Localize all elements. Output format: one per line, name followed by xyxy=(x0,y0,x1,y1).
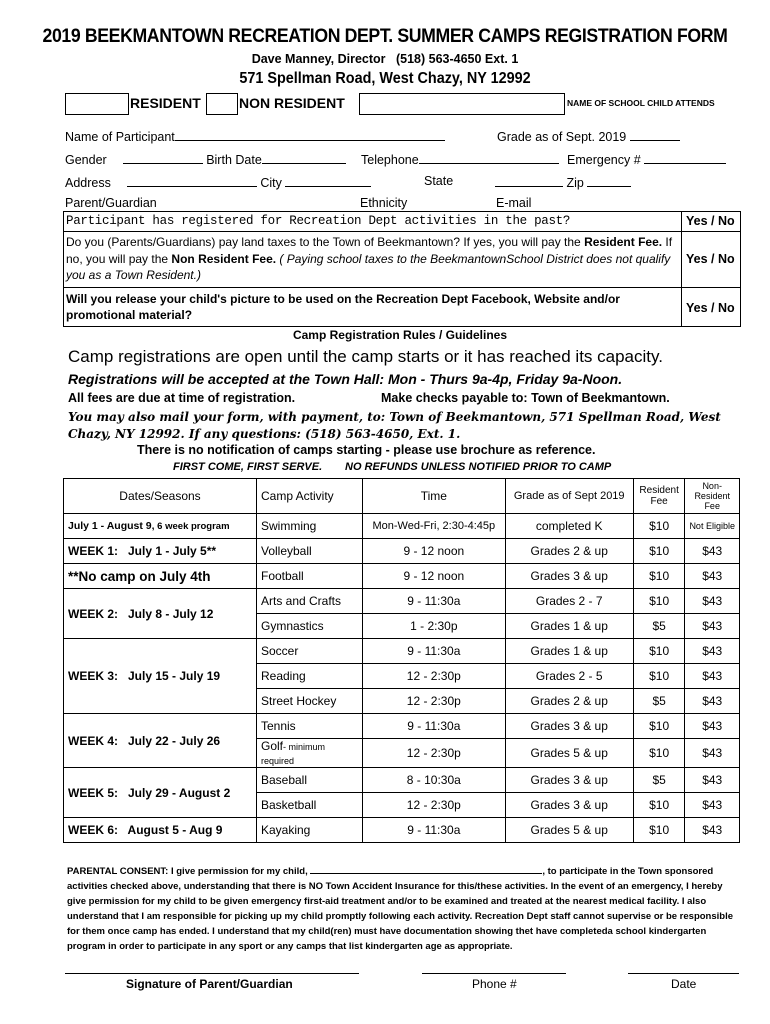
table-row: Gymnastics 1 - 2:30p Grades 1 & up $5 $43 xyxy=(64,614,740,639)
table-row: **No camp on July 4th Football 9 - 12 noon Grades 3 & up $10 $43 xyxy=(64,564,740,589)
activity-cell[interactable]: Gymnastics xyxy=(256,614,362,639)
grade-label: Grade as of Sept. 2019 xyxy=(497,130,627,144)
table-row: Reading 12 - 2:30p Grades 2 - 5 $10 $43 xyxy=(64,664,740,689)
parent-label: Parent/Guardian xyxy=(65,196,157,210)
header-time: Time xyxy=(363,479,505,514)
table-row: July 1 - August 9, 6 week program Swimming Mon-Wed-Fri, 2:30-4:45p completed K $10 Not Eligible xyxy=(64,514,740,539)
resident-checkbox[interactable] xyxy=(65,93,129,115)
emergency-label: Emergency # xyxy=(567,153,641,167)
school-name-field[interactable] xyxy=(359,93,565,115)
week-3: WEEK 3: July 15 - July 19 xyxy=(64,639,257,714)
question-past-registration: Participant has registered for Recreation Dept activities in the past? xyxy=(66,214,571,228)
form-title: 2019 BEEKMANTOWN RECREATION DEPT. SUMMER CAMPS REGISTRATION FORM xyxy=(42,26,728,47)
week-6: WEEK 6: August 5 - Aug 9 xyxy=(64,818,257,843)
birth-input[interactable] xyxy=(262,151,346,164)
questions-table xyxy=(63,211,741,327)
table-row: Golf- minimum required 12 - 2:30p Grades 5 & up $10 $43 xyxy=(64,739,740,768)
signature-label: Signature of Parent/Guardian xyxy=(126,977,293,991)
city-label: City xyxy=(260,176,282,190)
non-resident-label: NON RESIDENT xyxy=(239,95,345,111)
address-line: 571 Spellman Road, West Chazy, NY 12992 xyxy=(239,70,531,87)
address-label: Address xyxy=(65,176,111,190)
signature-line[interactable] xyxy=(65,973,359,974)
state-input[interactable] xyxy=(495,174,563,187)
activity-cell[interactable]: Street Hockey xyxy=(256,689,362,714)
yes-no-1[interactable]: Yes / No xyxy=(686,214,735,228)
header-activity: Camp Activity xyxy=(256,479,362,514)
rules-fees-due: All fees are due at time of registration. xyxy=(68,391,296,405)
rules-first-come: FIRST COME, FIRST SERVE. xyxy=(173,461,323,473)
yes-no-3[interactable]: Yes / No xyxy=(686,301,735,315)
dates-summer: July 1 - August 9, 6 week program xyxy=(64,514,257,539)
activity-cell[interactable]: Basketball xyxy=(256,793,362,818)
header-grade: Grade as of Sept 2019 xyxy=(505,479,633,514)
rules-checks-payable: Make checks payable to: Town of Beekmantown. xyxy=(381,391,670,405)
table-row: WEEK 3: July 15 - July 19 Soccer 9 - 11:30a Grades 1 & up $10 $43 xyxy=(64,639,740,664)
telephone-label: Telephone xyxy=(361,153,419,167)
activity-cell[interactable]: Football xyxy=(256,564,362,589)
date-line[interactable] xyxy=(628,973,739,974)
row-address xyxy=(65,174,740,190)
rules-capacity: Camp registrations are open until the camp starts or it has reached its capacity. xyxy=(68,347,663,366)
activity-cell[interactable]: Swimming xyxy=(256,514,362,539)
telephone-input[interactable] xyxy=(419,151,559,164)
week-2: WEEK 2: July 8 - July 12 xyxy=(64,589,257,639)
rules-mail: You may also mail your form, with payment, to: Town of Beekmantown, 571 Spellman Road, West Chazy, NY 12992. If any questions: (518) 563-4650, Ext. 1. xyxy=(68,410,721,441)
parental-consent: PARENTAL CONSENT: I give permission for my child, , to participate in the Town sponsored activities checked above, understanding that there is NO Town Accident Insurance for this/these activities. In the event of an emergency, I hereby give permission for my child to be given emergency first-aid treatment and/or to be examined and treated at the nearest medical facility. I also understand that I am responsible for picking up my child promptly following each activity. Recreation Dept staff cannot supervise or be responsible for them once camp has ended. I understand that my child(ren) must have documentation showing thet have completeda school kindergarten program in order to participate in any sport or any camps that list kindergarten age as appropriate. xyxy=(67,866,734,952)
table-row: Street Hockey 12 - 2:30p Grades 2 & up $5 $43 xyxy=(64,689,740,714)
resident-label: RESIDENT xyxy=(130,95,201,111)
school-name-label: NAME OF SCHOOL CHILD ATTENDS xyxy=(567,98,715,108)
header-nonresident-fee: Non-Resident Fee xyxy=(685,479,740,514)
child-name-input[interactable] xyxy=(310,864,542,874)
week-4: WEEK 4: July 22 - July 26 xyxy=(64,714,257,768)
activity-cell[interactable]: Soccer xyxy=(256,639,362,664)
activity-cell[interactable]: Golf- minimum required xyxy=(256,739,362,768)
grade-input[interactable] xyxy=(630,128,680,141)
ethnicity-label: Ethnicity xyxy=(360,196,408,210)
table-row: WEEK 1: July 1 - July 5** Volleyball 9 - 12 noon Grades 2 & up $10 $43 xyxy=(64,539,740,564)
header-dates: Dates/Seasons xyxy=(64,479,257,514)
question-picture-release: Will you release your child's picture to be used on the Recreation Dept Facebook, Website and/or promotional material? xyxy=(66,292,620,322)
zip-label: Zip xyxy=(566,176,584,190)
yes-no-2[interactable]: Yes / No xyxy=(686,252,735,266)
activity-cell[interactable]: Arts and Crafts xyxy=(256,589,362,614)
zip-input[interactable] xyxy=(587,174,631,187)
rules-no-refunds: NO REFUNDS UNLESS NOTIFIED PRIOR TO CAMP xyxy=(345,461,612,473)
gender-input[interactable] xyxy=(123,151,203,164)
rules-heading: Camp Registration Rules / Guidelines xyxy=(292,328,508,342)
name-label: Name of Participant xyxy=(65,130,175,144)
email-label: E-mail xyxy=(496,196,532,210)
rules-town-hall: Registrations will be accepted at the Town Hall: Mon - Thurs 9a-4p, Friday 9a-Noon. xyxy=(68,371,623,387)
birth-label: Birth Date xyxy=(206,153,262,167)
gender-label: Gender xyxy=(65,153,107,167)
row-parent xyxy=(65,196,740,210)
table-row: WEEK 6: August 5 - Aug 9 Kayaking 9 - 11:30a Grades 5 & up $10 $43 xyxy=(64,818,740,843)
phone-line[interactable] xyxy=(422,973,566,974)
activity-cell[interactable]: Tennis xyxy=(256,714,362,739)
name-input[interactable] xyxy=(175,128,445,141)
state-label: State xyxy=(424,174,454,188)
rules-notification: There is no notification of camps starting - please use brochure as reference. xyxy=(137,443,596,457)
camps-table xyxy=(63,478,740,843)
header-resident-fee: Resident Fee xyxy=(633,479,685,514)
phone-label: Phone # xyxy=(472,977,517,991)
no-camp-note: **No camp on July 4th xyxy=(64,564,257,589)
activity-cell[interactable]: Reading xyxy=(256,664,362,689)
week-1: WEEK 1: July 1 - July 5** xyxy=(64,539,257,564)
emergency-input[interactable] xyxy=(644,151,726,164)
date-label: Date xyxy=(671,977,697,991)
director-line: Dave Manney, Director (518) 563-4650 Ext. 1 xyxy=(251,52,519,66)
activity-cell[interactable]: Kayaking xyxy=(256,818,362,843)
address-input[interactable] xyxy=(127,174,257,187)
table-row: WEEK 5: July 29 - August 2 Baseball 8 - 10:30a Grades 3 & up $5 $43 xyxy=(64,768,740,793)
non-resident-checkbox[interactable] xyxy=(206,93,238,115)
activity-cell[interactable]: Volleyball xyxy=(256,539,362,564)
table-row: WEEK 2: July 8 - July 12 Arts and Crafts 9 - 11:30a Grades 2 - 7 $10 $43 xyxy=(64,589,740,614)
activity-cell[interactable]: Baseball xyxy=(256,768,362,793)
row-gender xyxy=(65,151,740,167)
question-land-taxes: Do you (Parents/Guardians) pay land taxes to the Town of Beekmantown? If yes, you will pay the Resident Fee. If no, you will pay the Non Resident Fee. ( Paying school taxes to the BeekmantownSchool District does not qualify you as a Town Resident.) xyxy=(66,235,673,282)
table-row: Basketball 12 - 2:30p Grades 3 & up $10 $43 xyxy=(64,793,740,818)
table-row: WEEK 4: July 22 - July 26 Tennis 9 - 11:30a Grades 3 & up $10 $43 xyxy=(64,714,740,739)
row-name xyxy=(65,128,740,144)
week-5: WEEK 5: July 29 - August 2 xyxy=(64,768,257,818)
city-input[interactable] xyxy=(285,174,371,187)
